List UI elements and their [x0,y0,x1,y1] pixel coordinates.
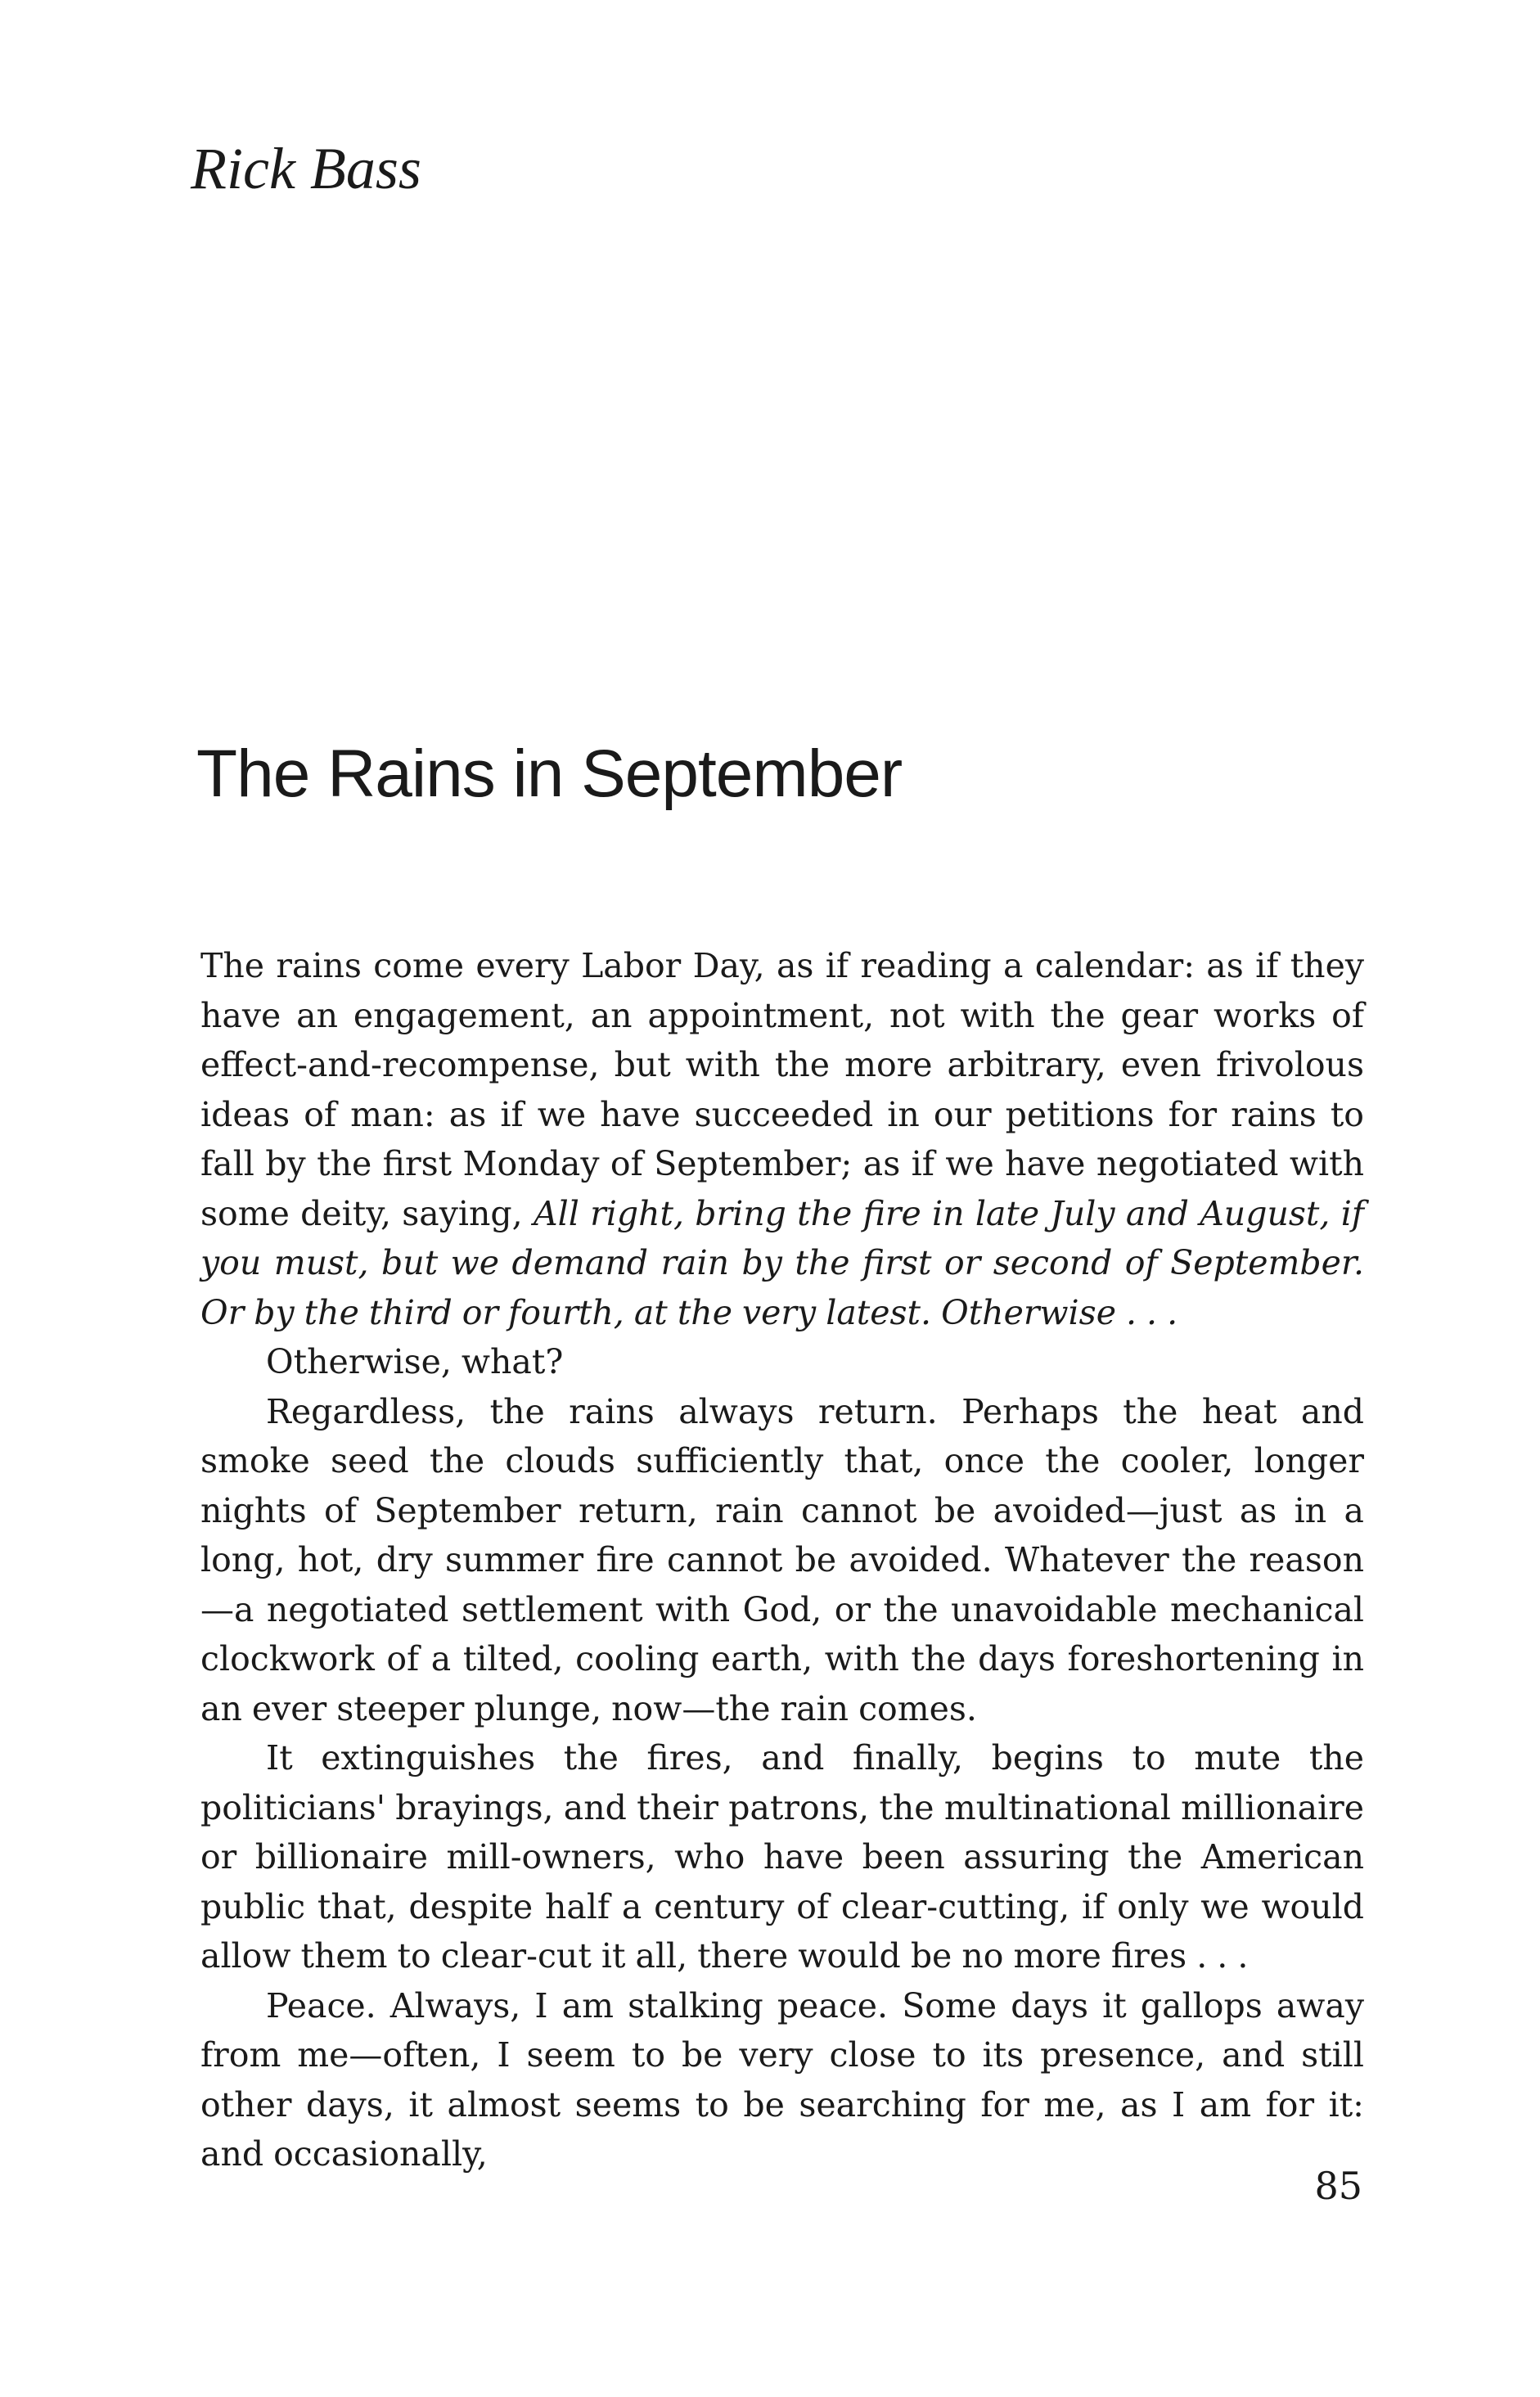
page-number: 85 [1314,2164,1362,2208]
paragraph-3: Regardless, the rains always return. Perhaps the heat and smoke seed the clouds sufficiently that, once the cooler, longer nights of September return, rain cannot be avoided—just as in a long, hot, dry summer fire cannot be avoided. Whatever the reason—a negotiated settlement with God, or the unavoidable mechanical clockwork of a tilted, cooling earth, with the days foreshortening in an ever steeper plunge, now—the rain comes. [200,1391,1364,1728]
paragraph-2: Otherwise, what? [266,1342,564,1381]
paragraph-1 [200,941,1364,1337]
paragraph-1-lead: The rains come every Labor Day, as if reading a calendar: as if they have an engagement, an appointment, not with the gear works of effect-and-recompense, but with the more arbitrary, even frivolous ideas of man: as if we have succeeded in our petitions for rains to fall by the first Monday of September; as if we have negotiated with some deity, saying, [200,946,1364,1233]
essay-title: The Rains in September [196,737,903,811]
essay-body [200,941,1364,2179]
paragraph-1-italic: All right, bring the fire in late July and August, if you must, but we demand rain by the first or second of September. Or by the third or fourth, at the very latest. Otherwise . . . [200,1193,1364,1332]
paragraph-4: It extinguishes the fires, and finally, begins to mute the politicians' brayings, and their patrons, the multinational millionaire or billionaire mill-owners, who have been assuring the American public that, despite half a century of clear-cutting, if only we would allow them to clear-cut it all, there would be no more fires . . . [200,1738,1364,1976]
paragraph-5: Peace. Always, I am stalking peace. Some days it gallops away from me—often, I seem to be very close to its presence, and still other days, it almost seems to be searching for me, as I am for it: and occasionally, [200,1985,1364,2174]
running-head-author: Rick Bass [191,136,421,201]
